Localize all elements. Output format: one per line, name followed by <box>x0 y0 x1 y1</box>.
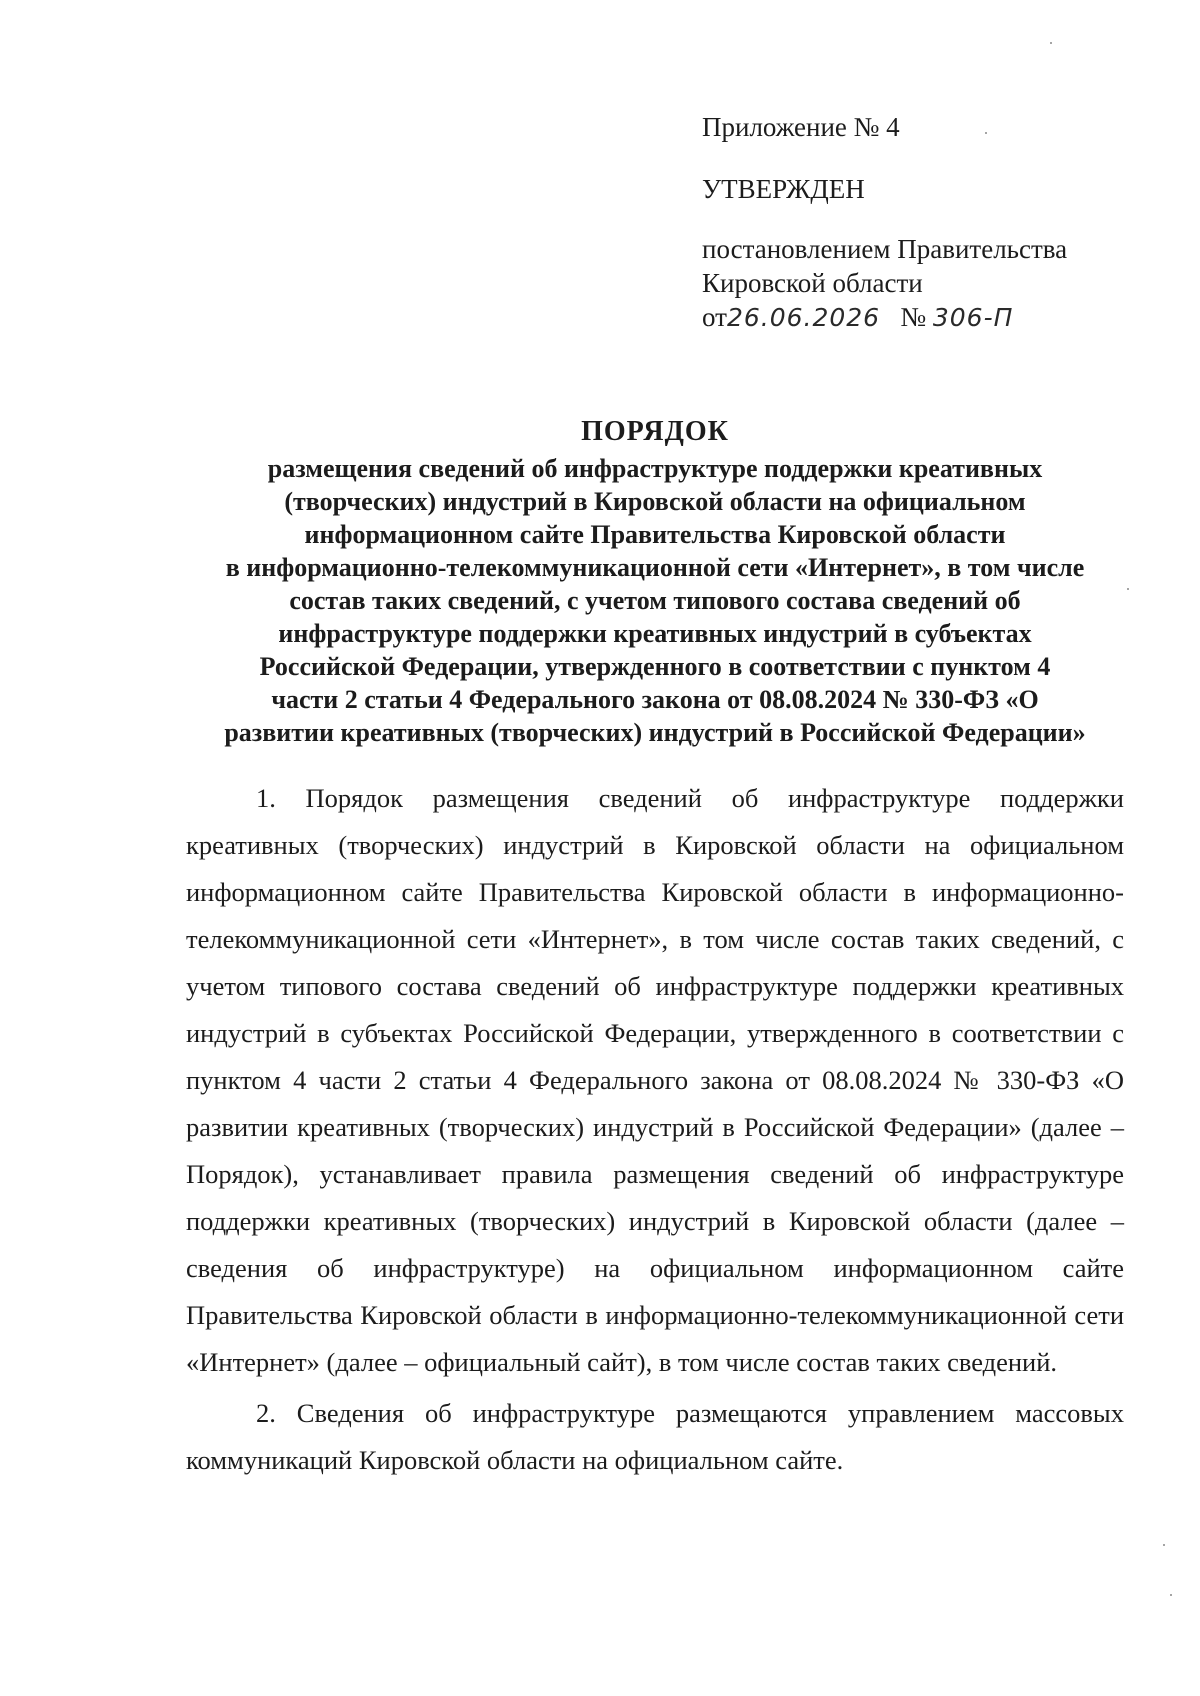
document-title <box>150 415 1160 749</box>
title-line: инфраструктуре поддержки креативных индустрий в субъектах <box>278 619 1032 648</box>
scan-speck <box>1170 1594 1172 1596</box>
document-body <box>186 775 1124 1484</box>
date-prefix: от <box>702 302 727 332</box>
title-line: состав таких сведений, с учетом типового состава сведений об <box>289 586 1021 615</box>
number-prefix: № <box>900 302 927 332</box>
paragraph-1: 1. Порядок размещения сведений об инфраструктуре поддержки креативных (творческих) индустрий в Кировской области на официальном информационном сайте Правительства Кировской области в информационно-телекоммуникационной сети «Интернет», в том числе состав таких сведений, с учетом типового состава сведений об инфраструктуре поддержки креативных индустрий в субъектах Российской Федерации, утвержденного в соответствии с пунктом 4 части 2 статьи 4 Федерального закона от 08.08.2024 № 330-ФЗ «О развитии креативных (творческих) индустрий в Российской Федерации» (далее – Порядок), устанавливает правила размещения сведений об инфраструктуре поддержки креативных (творческих) индустрий в Кировской области (далее – сведения об инфраструктуре) на официальном информационном сайте Правительства Кировской области в информационно-телекоммуникационной сети «Интернет» (далее – официальный сайт), в том числе состав таких сведений. <box>186 783 1124 1377</box>
title-main: ПОРЯДОК <box>581 416 729 447</box>
approval-block <box>702 110 1122 335</box>
title-line: в информационно-телекоммуникационной сети «Интернет», в том числе <box>225 553 1085 582</box>
scan-speck <box>985 132 987 134</box>
scan-speck <box>1163 1544 1165 1546</box>
title-line: размещения сведений об инфраструктуре поддержки креативных <box>267 454 1043 483</box>
title-line: (творческих) индустрий в Кировской области на официальном <box>284 487 1026 516</box>
scan-speck <box>1127 588 1129 590</box>
title-line: части 2 статьи 4 Федерального закона от 08.08.2024 № 330-ФЗ «О <box>271 685 1039 714</box>
approved-stamp: УТВЕРЖДЕН <box>702 174 865 204</box>
handwritten-date: 26.06.2026 <box>726 303 881 332</box>
approval-authority-line2: Кировской области <box>702 268 923 298</box>
scan-speck <box>1050 42 1052 44</box>
handwritten-number: 306-П <box>932 303 1014 332</box>
title-line: развитии креативных (творческих) индустрий в Российской Федерации» <box>224 718 1086 747</box>
title-line: информационном сайте Правительства Кировской области <box>304 520 1006 549</box>
approval-date-number <box>702 300 1122 335</box>
appendix-number: Приложение № 4 <box>702 112 900 142</box>
approval-authority-line1: постановлением Правительства <box>702 234 1068 264</box>
title-line: Российской Федерации, утвержденного в соответствии с пунктом 4 <box>259 652 1051 681</box>
paragraph-2: 2. Сведения об инфраструктуре размещаются управлением массовых коммуникаций Кировской области на официальном сайте. <box>186 1398 1124 1475</box>
